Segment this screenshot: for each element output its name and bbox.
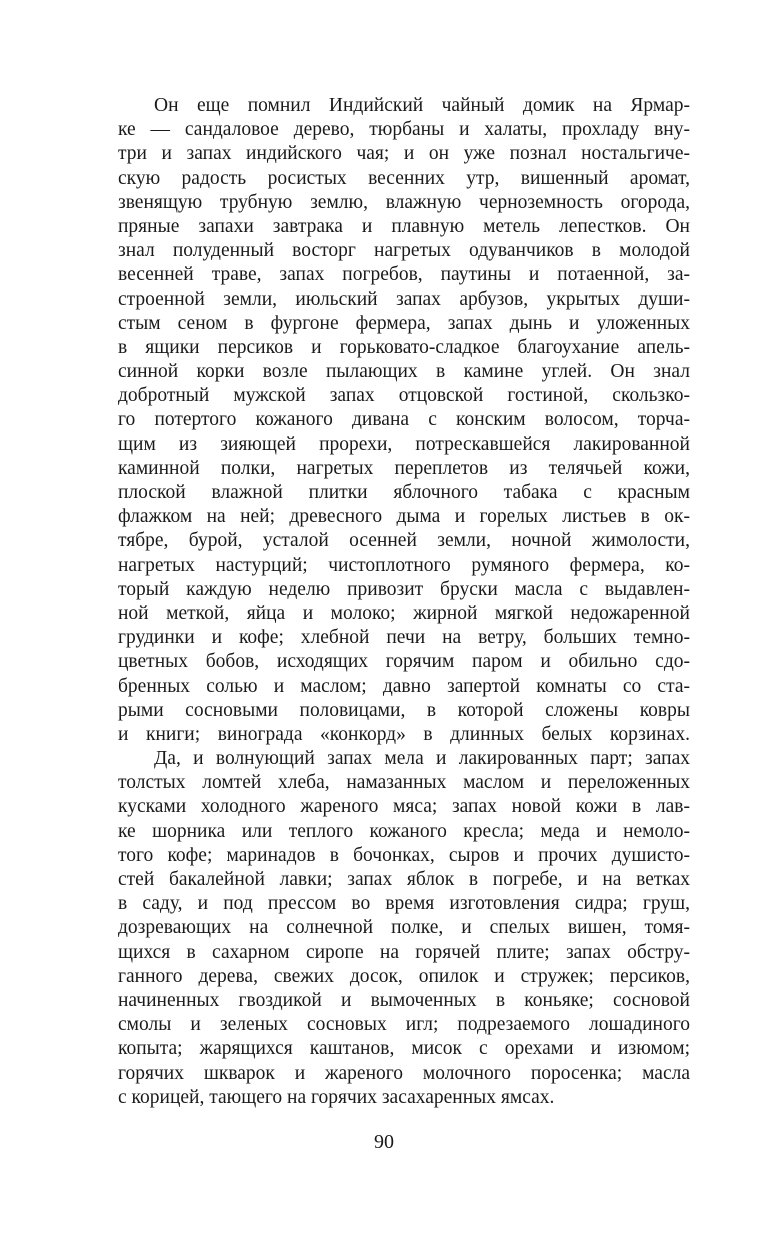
paragraph [118,747,690,1110]
text-line: кусками холодного жареного мяса; запах новой кожи в лав- [118,796,690,818]
page-number: 90 [374,1131,394,1153]
text-line: начиненных гвоздикой и вымоченных в коньяке; сосновой [118,989,690,1011]
text-line: дозревающих на солнечной полке, и спелых вишен, томя- [118,917,690,939]
text-line: щим из зияющей прорехи, потрескавшейся лакированной [118,433,690,455]
text-line: толстых ломтей хлеба, намазанных маслом и переложенных [118,772,690,794]
text-line: грудинки и кофе; хлебной печи на ветру, больших темно- [118,627,690,649]
text-line: го потертого кожаного дивана с конским волосом, торча- [118,409,690,431]
body-text [118,94,690,1110]
text-line: горячих шкварок и жареного молочного поросенка; масла [118,1062,690,1084]
text-line: нагретых настурций; чистоплотного румяного фермера, ко- [118,554,690,576]
text-line: копыта; жарящихся каштанов, мисок с орехами и изюмом; [118,1038,690,1060]
text-line: строенной земли, июльский запах арбузов, укрытых души- [118,288,690,310]
text-line: звенящую трубную землю, влажную черноземность огорода, [118,191,690,213]
text-line: пряные запахи завтрака и плавную метель лепестков. Он [118,215,690,237]
paragraph [118,94,690,747]
text-line: того кофе; маринадов в бочонках, сыров и прочих душисто- [118,844,690,866]
text-line: стей бакалейной лавки; запах яблок в погребе, и на ветках [118,869,690,890]
text-line: ке шорника или теплого кожаного кресла; меда и немоло- [118,820,690,842]
text-line: щихся в сахарном сиропе на горячей плите; запах обстру- [118,941,690,963]
text-line: цветных бобов, исходящих горячим паром и обильно сдо- [118,651,690,673]
text-line: торый каждую неделю привозит бруски масла с выдавлен- [118,578,690,600]
text-line: в саду, и под прессом во время изготовления сидра; груш, [118,893,690,915]
text-line: знал полуденный восторг нагретых одуванчиков в молодой [118,240,690,262]
text-line: ганного дерева, свежих досок, опилок и стружек; персиков, [118,965,690,987]
text-line: смолы и зеленых сосновых игл; подрезаемого лошадиного [118,1014,690,1036]
text-line: флажком на ней; древесного дыма и горелых листьев в ок- [118,506,690,528]
text-line: Да, и волнующий запах мела и лакированных парт; запах [154,748,690,770]
text-line: тябре, бурой, усталой осенней земли, ночной жимолости, [118,530,690,552]
text-line: рыми сосновыми половицами, в которой сложены ковры [118,699,690,721]
text-line: Он еще помнил Индийский чайный домик на Ярмар- [154,95,690,116]
text-line: синной корки возле пылающих в камине углей. Он знал [118,361,690,383]
text-line: плоской влажной плитки яблочного табака с красным [118,482,690,503]
text-line: с корицей, тающего на горячих засахаренных ямсах. [118,1086,555,1108]
text-line: в ящики персиков и горьковато-сладкое благоухание апель- [118,336,690,358]
text-line: скую радость росистых весенних утр, вишенный аромат, [118,167,690,189]
text-line: весенней траве, запах погребов, паутины и потаенной, за- [118,264,690,286]
text-line: три и запах индийского чая; и он уже познал ностальгиче- [118,143,690,165]
text-line: ной меткой, яйца и молоко; жирной мягкой недожаренной [118,602,690,624]
text-line: добротный мужской запах отцовской гостиной, скользко- [118,385,690,407]
text-line: и книги; винограда «конкорд» в длинных белых корзинах. [118,723,690,745]
text-line: каминной полки, нагретых переплетов из телячьей кожи, [118,457,690,479]
text-line: бренных солью и маслом; давно запертой комнаты со ста- [118,675,690,697]
text-line: стым сеном в фургоне фермера, запах дынь и уложенных [118,312,690,334]
text-line: ке — сандаловое дерево, тюрбаны и халаты, прохладу вну- [118,119,690,141]
